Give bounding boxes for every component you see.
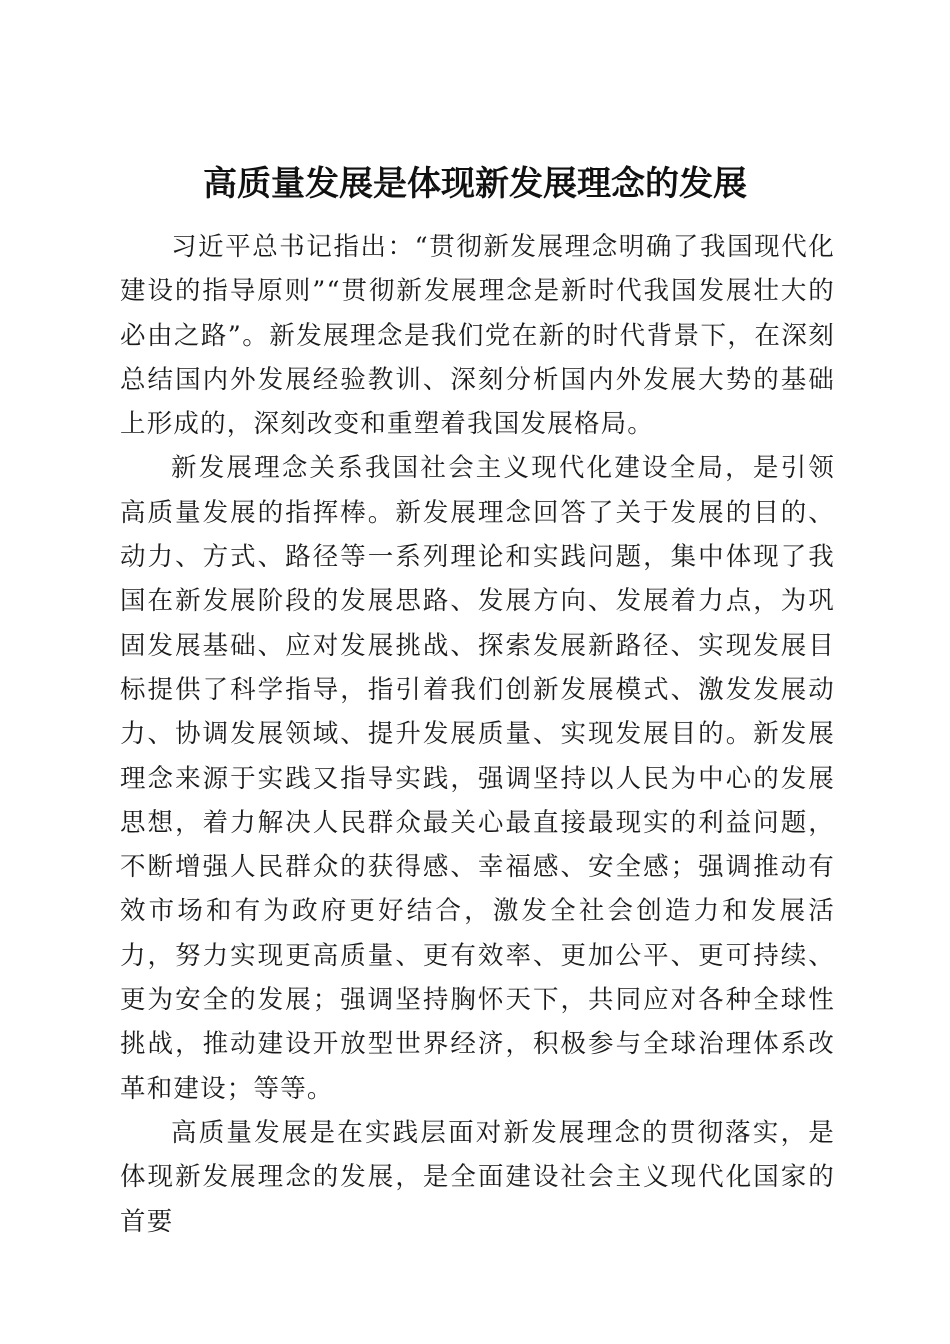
document-body [120,225,835,1244]
paragraph-2: 新发展理念关系我国社会主义现代化建设全局，是引领高质量发展的指挥棒。新发展理念回答了关于发展的目的、动力、方式、路径等一系列理论和实践问题，集中体现了我国在新发展阶段的发展思路、发展方向、发展着力点，为巩固发展基础、应对发展挑战、探索发展新路径、实现发展目标提供了科学指导，指引着我们创新发展模式、激发发展动力、协调发展领域、提升发展质量、实现发展目的。新发展理念来源于实践又指导实践，强调坚持以人民为中心的发展思想，着力解决人民群众最关心最直接最现实的利益问题，不断增强人民群众的获得感、幸福感、安全感；强调推动有效市场和有为政府更好结合，激发全社会创造力和发展活力，努力实现更高质量、更有效率、更加公平、更可持续、更为安全的发展；强调坚持胸怀天下，共同应对各种全球性挑战，推动建设开放型世界经济，积极参与全球治理体系改革和建设；等等。 [120,453,835,1104]
paragraph-3: 高质量发展是在实践层面对新发展理念的贯彻落实，是体现新发展理念的发展，是全面建设社会主义现代化国家的首要 [120,1117,835,1237]
paragraph-1: 习近平总书记指出：“贯彻新发展理念明确了我国现代化建设的指导原则”“贯彻新发展理念是新时代我国发展壮大的必由之路”。新发展理念是我们党在新的时代背景下，在深刻总结国内外发展经验教训、深刻分析国内外发展大势的基础上形成的，深刻改变和重塑着我国发展格局。 [120,232,835,440]
document-title: 高质量发展是体现新发展理念的发展 [203,163,747,204]
